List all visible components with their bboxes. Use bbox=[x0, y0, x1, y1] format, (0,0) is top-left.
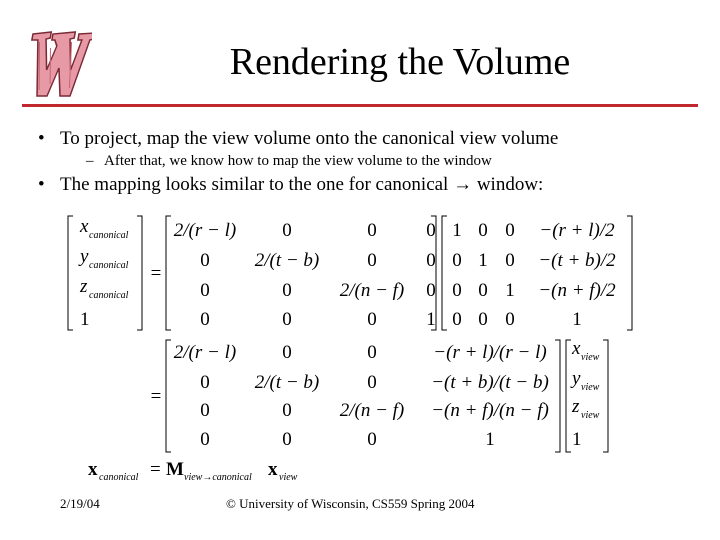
scale-matrix-cell: 2/(n − f) bbox=[339, 280, 405, 301]
rhs-x-view: x bbox=[572, 338, 581, 359]
projection-matrix-cell: −(n + f)/(n − f) bbox=[431, 400, 549, 421]
projection-matrix-bracket-left bbox=[166, 340, 171, 452]
projection-matrix-cell: 0 bbox=[200, 429, 210, 450]
translate-matrix-cell: 1 bbox=[572, 309, 582, 330]
translate-matrix-bracket-left bbox=[442, 216, 447, 330]
translate-matrix-cell: 0 bbox=[505, 309, 515, 330]
projection-matrix-cell: 2/(t − b) bbox=[254, 372, 320, 393]
translate-matrix-cell: 0 bbox=[478, 280, 488, 301]
projection-matrix-cell: 0 bbox=[367, 429, 377, 450]
summary-x-view-subscript: view bbox=[279, 472, 298, 483]
projection-matrix-cell: −(t + b)/(t − b) bbox=[431, 372, 549, 393]
scale-matrix-cell: 2/(t − b) bbox=[254, 250, 320, 271]
scale-matrix-cell: 0 bbox=[200, 250, 210, 271]
projection-matrix-bracket-right bbox=[555, 340, 560, 452]
translate-matrix-cell: 0 bbox=[505, 220, 515, 241]
scale-matrix-cell: 0 bbox=[367, 309, 377, 330]
scale-matrix-cell: 0 bbox=[426, 220, 436, 241]
lhs-subscript: canonical bbox=[89, 230, 129, 241]
translate-matrix-cell: −(r + l)/2 bbox=[539, 220, 615, 241]
rhs-subscript: view bbox=[581, 382, 600, 393]
projection-equation bbox=[60, 212, 660, 488]
projection-matrix-cell: 0 bbox=[282, 429, 292, 450]
sub-bullet-1-text: After that, we know how to map the view volume to the window bbox=[104, 153, 492, 169]
slide-title: Rendering the Volume bbox=[229, 41, 571, 83]
lhs-vector-bracket-right bbox=[137, 216, 142, 330]
equals-sign: = bbox=[150, 386, 162, 407]
university-w-logo bbox=[20, 28, 92, 102]
lhs-z-canonical: z bbox=[80, 276, 88, 297]
scale-matrix-cell: 0 bbox=[200, 309, 210, 330]
bullet-marker: • bbox=[38, 128, 45, 149]
sub-bullet-marker: – bbox=[86, 153, 94, 169]
rhs-z-view: z bbox=[572, 396, 580, 417]
bullet-2 bbox=[38, 174, 544, 196]
scale-matrix-bracket-left bbox=[166, 216, 171, 330]
translate-matrix-cell: 0 bbox=[478, 220, 488, 241]
projection-matrix-cell: 0 bbox=[282, 342, 292, 363]
rhs-subscript: view bbox=[581, 352, 600, 363]
sub-bullet-1 bbox=[86, 153, 492, 170]
summary-x: x bbox=[88, 459, 98, 480]
bullet-marker: • bbox=[38, 174, 45, 195]
projection-matrix-cell: 0 bbox=[282, 400, 292, 421]
summary-x-subscript: canonical bbox=[99, 472, 139, 483]
projection-matrix-cell: 1 bbox=[485, 429, 495, 450]
scale-matrix-cell: 1 bbox=[426, 309, 436, 330]
projection-matrix-cell: −(r + l)/(r − l) bbox=[433, 342, 547, 363]
lhs-one: 1 bbox=[80, 309, 90, 330]
rhs-subscript: view bbox=[581, 410, 600, 421]
lhs-x-canonical: x bbox=[80, 216, 89, 237]
bullet-1 bbox=[38, 128, 559, 150]
summary-matrix-subscript: view→canonical bbox=[184, 472, 252, 483]
summary-matrix: M bbox=[166, 459, 184, 480]
scale-matrix-cell: 2/(r − l) bbox=[173, 220, 237, 241]
scale-matrix-cell: 0 bbox=[200, 280, 210, 301]
translate-matrix-cell: 1 bbox=[452, 220, 462, 241]
scale-matrix-cell: 0 bbox=[282, 220, 292, 241]
projection-matrix-cell: 0 bbox=[200, 400, 210, 421]
title-divider bbox=[22, 104, 698, 107]
scale-matrix-cell: 0 bbox=[367, 220, 377, 241]
rhs-y-view: y bbox=[572, 368, 581, 389]
translate-matrix-cell: 0 bbox=[505, 250, 515, 271]
bullet-2-text: The mapping looks similar to the one for canonical → window: bbox=[60, 174, 544, 195]
translate-matrix-cell: 0 bbox=[452, 280, 462, 301]
lhs-subscript: canonical bbox=[89, 290, 129, 301]
lhs-y-canonical: y bbox=[80, 246, 89, 267]
footer-date: 2/19/04 bbox=[60, 496, 100, 511]
footer-copyright: © University of Wisconsin, CS559 Spring 2004 bbox=[226, 496, 475, 511]
scale-matrix-cell: 0 bbox=[426, 280, 436, 301]
projection-matrix-cell: 2/(r − l) bbox=[173, 342, 237, 363]
translate-matrix-cell: 0 bbox=[452, 250, 462, 271]
translate-matrix-cell: 1 bbox=[478, 250, 488, 271]
rhs-one: 1 bbox=[572, 429, 582, 450]
scale-matrix-cell: 0 bbox=[282, 280, 292, 301]
projection-matrix-cell: 2/(n − f) bbox=[339, 400, 405, 421]
equals-sign: = bbox=[150, 263, 162, 284]
rhs-vector-bracket-right bbox=[603, 340, 608, 452]
scale-matrix-cell: 0 bbox=[282, 309, 292, 330]
summary-equals: = bbox=[150, 459, 161, 480]
translate-matrix-cell: 0 bbox=[452, 309, 462, 330]
lhs-vector-bracket-left bbox=[68, 216, 73, 330]
scale-matrix-cell: 0 bbox=[426, 250, 436, 271]
lhs-subscript: canonical bbox=[89, 260, 129, 271]
scale-matrix-cell: 0 bbox=[367, 250, 377, 271]
rhs-vector-bracket-left bbox=[566, 340, 571, 452]
translate-matrix-bracket-right bbox=[627, 216, 632, 330]
summary-x-view: x bbox=[268, 459, 278, 480]
bullet-1-text: To project, map the view volume onto the canonical view volume bbox=[60, 128, 559, 149]
projection-matrix-cell: 0 bbox=[200, 372, 210, 393]
translate-matrix-cell: 0 bbox=[478, 309, 488, 330]
translate-matrix-cell: −(t + b)/2 bbox=[538, 250, 616, 271]
projection-matrix-cell: 0 bbox=[367, 372, 377, 393]
translate-matrix-cell: −(n + f)/2 bbox=[538, 280, 616, 301]
translate-matrix-cell: 1 bbox=[505, 280, 515, 301]
projection-matrix-cell: 0 bbox=[367, 342, 377, 363]
